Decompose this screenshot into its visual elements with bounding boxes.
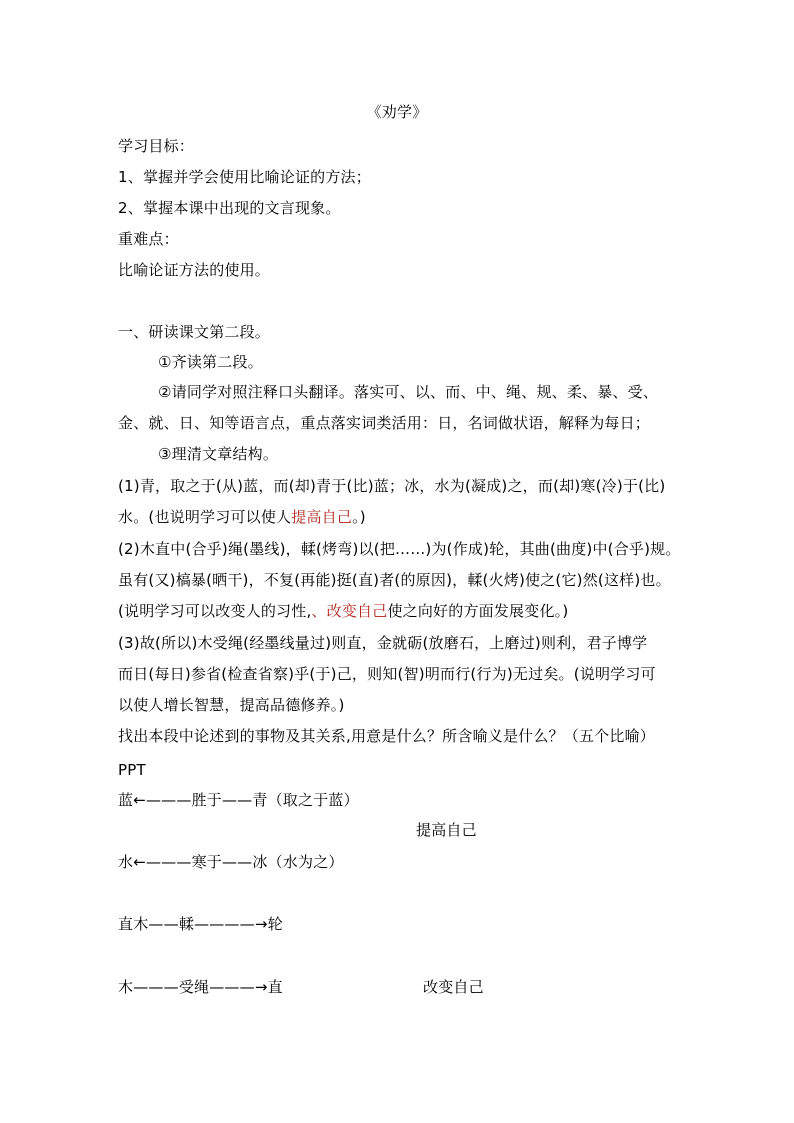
diagram-row2-right: 冰（水为之） [252,853,344,871]
diagram-row2-dash1: ——— [145,853,192,871]
document-title: 《劝学》 [366,103,428,121]
diagram-row1-mid: 胜于 [191,791,222,809]
diagram-group2-label: 改变自己 [423,978,484,996]
diagram-row1-dash1: ——— [145,791,192,809]
difficulty-label: 重难点： [118,230,179,248]
diagram-row4-left: 木 [118,978,134,996]
step-2-line2: 金、就、日、知等语言点，重点落实词类活用：日，名词做状语，解释为每日； [118,414,651,432]
diagram-row1-right: 青（取之于蓝） [252,791,359,809]
diagram-row-3 [118,914,283,934]
diagram-row4-dash2: ———→ [209,978,268,996]
paragraph-1-line1: (1)青，取之于(从)蓝，而(却)青于(比)蓝；冰，水为(凝成)之，而(却)寒(冷)于(比) [118,477,666,495]
objective-2: 2、掌握本课中出现的文言现象。 [118,199,341,217]
step-3: ③理清文章结构。 [158,445,279,463]
question: 找出本段中论述到的事物及其关系,用意是什么？所含喻义是什么？（五个比喻） [118,727,655,745]
step-2-line1: ②请同学对照注释口头翻译。落实可、以、而、中、绳、规、柔、暴、受、 [158,383,659,401]
paragraph-2-line3-a: (说明学习可以改变人的习性, [118,602,312,620]
diagram-group1-label: 提高自己 [416,821,477,839]
paragraph-1-line2-a: 水。(也说明学习可以使人 [118,508,292,526]
paragraph-3-line2: 而日(每日)参省(检查省察)乎(于)己，则知(智)明而行(行为)无过矣。(说明学习可 [118,665,656,683]
diagram-row3-dash2: ————→ [194,915,268,933]
diagram-row-1 [118,790,359,810]
diagram-row2-left: 水← [118,853,146,871]
highlight-improve-self: 提高自己 [291,508,353,526]
paragraph-2-line3-b: 使之向好的方面发展变化。) [387,602,569,620]
section-1-heading: 一、研读课文第二段。 [118,323,271,341]
diagram-row3-right: 轮 [267,915,283,933]
diagram-row4-dash1: ——— [133,978,179,996]
diagram-row2-mid: 寒于 [191,853,222,871]
step-1: ①齐读第二段。 [158,353,263,371]
paragraph-2-line1: (2)木直中(合乎)绳(墨线)，輮(烤弯)以(把……)为(作成)轮，其曲(曲度)中(合乎)规。 [118,540,681,558]
diagram-row4-right: 直 [267,978,283,996]
objectives-label: 学习目标： [118,137,195,155]
diagram-row4-mid: 受绳 [178,978,210,996]
diagram-row1-left: 蓝← [118,791,146,809]
paragraph-2-line3 [118,601,568,621]
ppt-label: PPT [118,761,146,779]
objective-1: 1、掌握并学会使用比喻论证的方法； [118,168,371,186]
diagram-row3-mid: 輮 [178,915,195,933]
diagram-row3-dash1: —— [148,915,179,933]
paragraph-1-line2-b: 。) [352,508,366,526]
diagram-row1-dash2: —— [221,791,253,809]
diagram-row-2 [118,852,344,872]
paragraph-3-line1: (3)故(所以)木受绳(经墨线量过)则直，金就砺(放磨石，上磨过)则利，君子博学 [118,634,648,652]
paragraph-1-line2 [118,507,366,527]
paragraph-2-line2: 虽有(又)槁暴(晒干)，不复(再能)挺(直)者(的原因)，輮(火烤)使之(它)然(这样)也。 [118,571,671,589]
diagram-row3-left: 直木 [118,915,149,933]
diagram-row2-dash2: —— [221,853,253,871]
diagram-row-4 [118,977,283,997]
paragraph-3-line3: 以使人增长智慧，提高品德修养。) [118,696,345,714]
difficulty-text: 比喻论证方法的使用。 [118,261,271,279]
highlight-change-self: 、改变自己 [311,602,388,620]
